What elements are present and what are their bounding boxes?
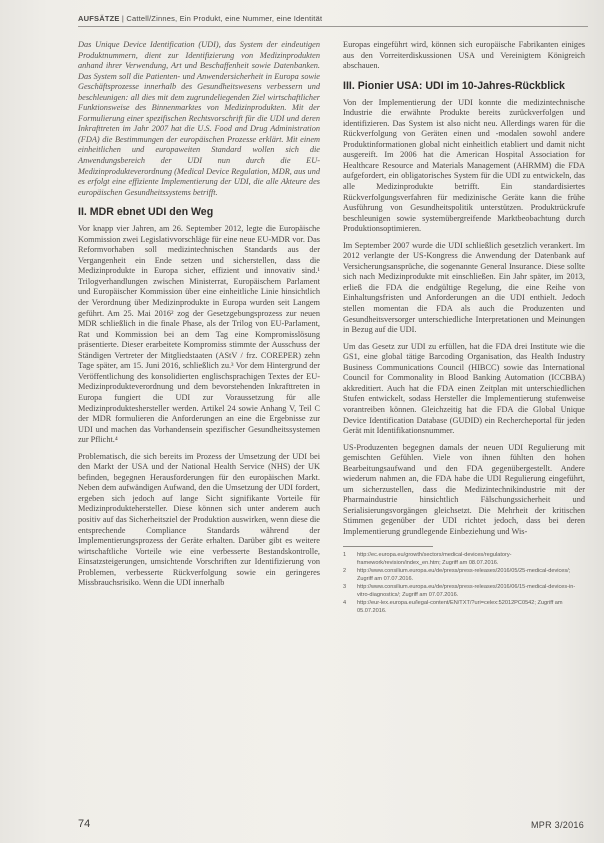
journal-issue: MPR 3/2016 xyxy=(530,820,584,830)
footnote xyxy=(343,551,585,567)
footnote-text: http://eur-lex.europa.eu/legal-content/EN/TXT/?uri=celex:52012PC0542; Zugriff am 05.07.2016. xyxy=(357,599,563,614)
abstract-paragraph: Das Unique Device Identification (UDI), das System der eindeutigen Produktnummern, dient zur Identifizierung von Medizinprodukten anhand ihrer Verwendung, Art und Beschaffenheit sowie Datenbanken. Das System soll die Patienten- und Anwendersicherheit in Europa sowie Geschäftsprozesse innerhalb des Gesundheitswesens verbessern und beschleunigen: all dies mit dem zugrundeliegenden Ziel wirtschaftlicher Funktionsweise des Binnenmarktes von Medizinprodukten. Mit der Formulierung einer spezifischen Rechtsvorschrift für die UDI und deren Inkrafttreten im Jahr 2007 hat die U.S. Food and Drug Administration (FDA) die Bestimmungen der europäischen Prozesse erklärt. Mit einem einheitlichen und europaweiten Standard wollen sich die Anwendungsbereich der UDI nun durch die EU-Medizinprodukteverordnung (Medical Device Regulation, MDR, aus und es erfolgt eine effiziente Implementierung der UDI, die alle Akteure des europäischen Gesundheitssystems betrifft. xyxy=(78,40,320,197)
footnote-number: 4 xyxy=(343,599,347,606)
body-paragraph: Problematisch, die sich bereits im Prozess der Umsetzung der UDI bei den Markt der USA und der National Health Service (NHS) der UK befinden, begegnen Herausforderungen für den europäischen Markt. Neben dem aufwändigen Aufwand, den die Umsetzung der UDI fordert, ergeben sich jedoch auf lange Sicht signifikante Vorteile für Medizinproduktehersteller. Diese können sich unter anderem auch positiv auf das Sicherheitsziel der Produktion auswirken, wenn diese die entsprechende Compliance Standards während der Implementierungsprozess der Geräte erhalten. Darüber gibt es weitere wirtschaftliche Vorteile wie eine verbesserte Bestandskontrolle, Einsatzsteigerungen, umsichtende Vorschriften zur Identifizierung von Problemen, verbesserte Rückverfolgung sowie ein geringeres Missbrauchsrisiko. Wenn die UDI innerhalb xyxy=(78,451,320,588)
footnote-text: http://ec.europa.eu/growth/sectors/medical-devices/regulatory-framework/revision/index_en.htm; Zugriff am 08.07.2016. xyxy=(357,551,512,566)
header-separator: | xyxy=(121,14,125,23)
body-paragraph: Vor knapp vier Jahren, am 26. September 2012, legte die Europäische Kommission zwei Legislativvorschläge für eine neue EU-MDR vor. Das Reformvorhaben soll medizintechnischen Standards aus der Vergangenheit ein Ende setzen und sicherstellen, dass die Medizinprodukte in Europa sicher, effizient und innovativ sind.¹ Trilogverhandlungen zwischen Ministerrat, Europäischem Parlament und Europäischer Kommission über eine einheitliche Linie hinsichtlich der Verordnung über Medizinprodukte in Europa wurden seit Langem geführt. Am 25. Mai 2016² zog der Gesetzgebungsprozess zur neuen MDR schließlich in die finale Phase, als der Trilog von EU-Parlament, Rat und Kommission bei an dem Tag eine Kompromisslösung präsentierte. Dieser erarbeitete Kompromiss stimmte der Ausschuss der Ständigen Vertreter der Mitgliedstaaten (AStV / frz. COREPER) zehn Tage später, am 15. Juni 2016, schließlich zu.³ Vor dem Hintergrund der Veröffentlichung des konsolidierten englischsprachigen Textes der EU-Medizinprodukteverordnung und dem bevorstehenden Inkrafttreten in Europa fungiert die UDI zur Voraussetzung für alle Medizinprodukteshersteller werden. Artikel 24 sowie Anhang V, Teil C der MDR formulieren die Anforderungen an eine die Ergebnisse zur UDI und machen das Vorhandensein spezifischer Gesundheitssystemen zur Pflicht.⁴ xyxy=(78,224,320,445)
section-heading-2: II. MDR ebnet UDI den Weg xyxy=(78,206,214,219)
right-column xyxy=(343,40,585,615)
body-paragraph: Im September 2007 wurde die UDI schließlich gesetzlich verankert. Im 2012 verlangte der US-Kongress die Anwendung der Datenbank auf Versicherungsansprüche, die sogenannte General Insurance. Diese sollte sich nach Medizinprodukte mit einschließen. Ein Jahr später, im 2013, erließ die FDA die endgültige Regelung, die eine Reihe von Einhaltungsfristen und Anforderungen an die UDI enthielt. Jedoch stellen momentan die FDA als auch die Produzenten und Gesundheitsversorger unterschiedliche Interpretationen und Meinungen in Bezug auf die UDI. xyxy=(343,240,585,335)
section-label: AUFSÄTZE xyxy=(78,14,120,23)
page-number: 74 xyxy=(78,818,91,830)
header-title: Cattell/Zinnes, Ein Produkt, eine Nummer, eine Identität xyxy=(126,14,323,23)
footnote xyxy=(343,583,585,599)
footnote-text: http://www.consilium.europa.eu/de/press/press-releases/2016/06/15-medical-devices-in-vitro-diagnostics/; Zugriff am 07.07.2016. xyxy=(357,583,576,598)
running-header xyxy=(78,14,322,23)
footnote-number: 2 xyxy=(343,567,347,574)
body-paragraph: US-Produzenten begegnen damals der neuen UDI Regulierung mit gemischten Gefühlen. Viele von ihnen fühlten den hohen Bearbeitungsaufwand und den FDA gegenübergestellt. Andere wiederum nahmen an, die FDA habe die UDI Regulierung eingeführt, um sicherzustellen, dass die Medizintechnikindustrie mit der Pharmaindustrie hinsichtlich Fälschungssicherheit und Serialisierungsvorgängen gleichsetzt. Die Mehrheit der kritischen Stimmen gegenüber der UDI richtet jedoch, dass bei deren Implementierung grundlegende Einbeziehung und Wis- xyxy=(343,442,585,536)
header-rule xyxy=(78,26,588,27)
footnote-number: 3 xyxy=(343,583,347,590)
footnote xyxy=(343,567,585,583)
left-column xyxy=(78,40,320,595)
body-paragraph: Um das Gesetz zur UDI zu erfüllen, hat die FDA drei Institute wie die GS1, eine global tätige Barcoding Organisation, das Health Industry Business Communications Council (HIBCC) sowie das International Council for Commonality in Blood Banking Automation (ICCBBA) akkreditiert. Auch hat die FDA einen Zeitplan mit unterschiedlichen Stufen entwickelt, sodass Hersteller die Implementierung stufenweise vorantreiben können. Gleichzeitig hat die FDA die Global Unique Device Identification Database (GUDID) ein Rechercheportal für jeden Gerät mit Identifikationsnummer. xyxy=(343,341,585,436)
footnote xyxy=(343,599,585,615)
section-heading-3: III. Pionier USA: UDI im 10-Jahres-Rückblick xyxy=(343,79,565,92)
footnote-text: http://www.consilium.europa.eu/de/press/press-releases/2016/05/25-medical-devices/; Zugriff am 07.07.2016. xyxy=(357,567,571,582)
footnote-number: 1 xyxy=(343,551,347,558)
body-paragraph: Von der Implementierung der UDI konnte die medizintechnische Industrie die erwähnte Produkte bereits zurückverfolgen und identifizieren. Das System ist also nicht neu. Allerdings waren für die Rückverfolgung von Geräten einen und -modalen sowohl andere Produktinformationen global nicht einheitlich etabliert und damit nicht ausgereift. Im 2006 hat die American Hospital Association for Healthcare Resource and Materials Management (AHRMM) die FDA aufgefordert, ein obligatorisches System für die UDI zu entwickeln, das alle Medizinprodukte betrifft. Ein standardisiertes Rückverfolgungsverfahren für medizinische Geräte kann die frühe Ausführung von Gesundheitspolitik unterstützen. Produktrückrufe beschleunigen sowie systemübergreifende Marktbeobachtung durch Produktionsoptimieren. xyxy=(343,97,585,234)
body-paragraph: Europas eingeführt wird, können sich europäische Fabrikanten einiges aus den Vorreiterdiskussionen USA und Vereinigtem Königreich abschauen. xyxy=(343,40,585,71)
footnote-rule xyxy=(343,546,433,547)
